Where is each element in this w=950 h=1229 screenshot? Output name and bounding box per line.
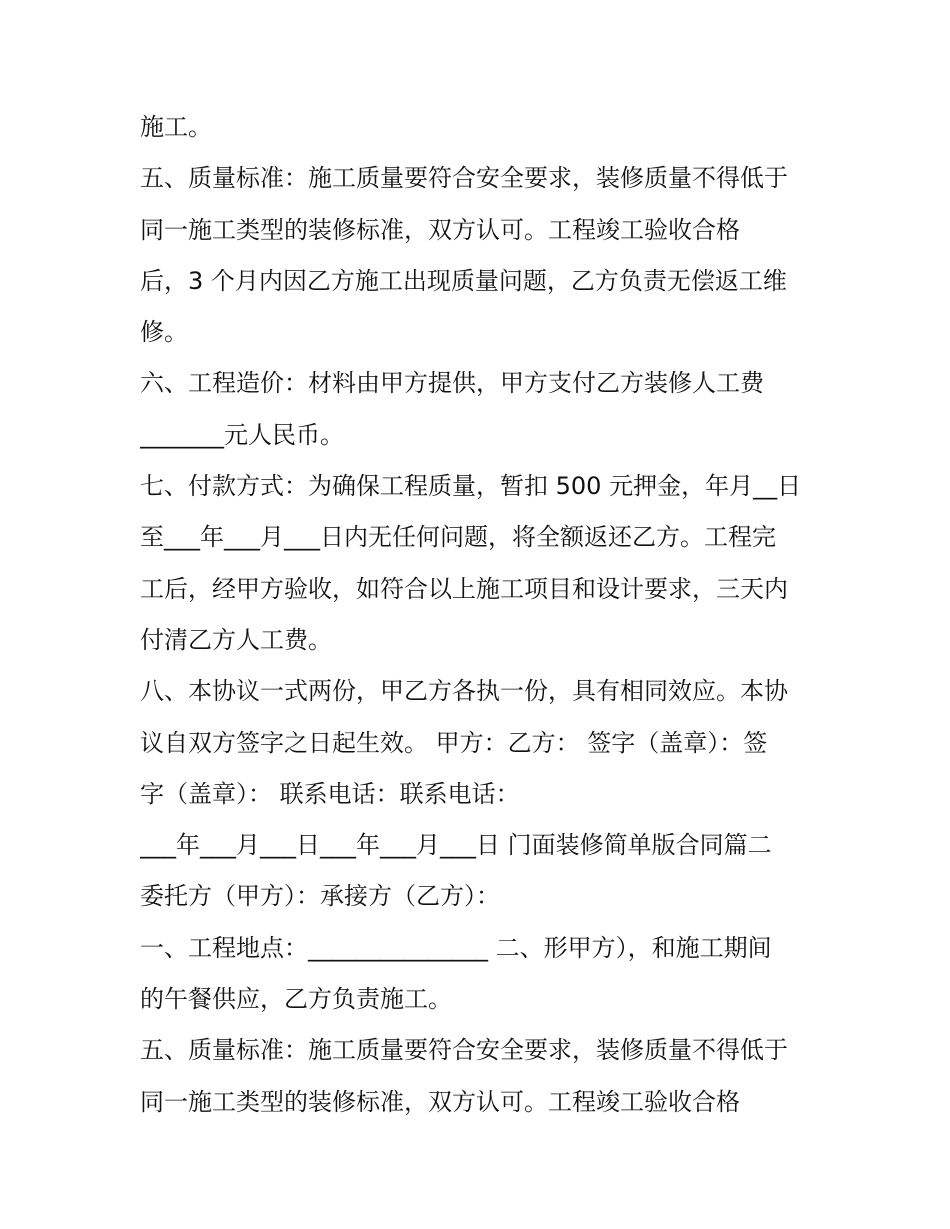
text-line: 委托方（甲方）：承接方（乙方）：	[140, 882, 500, 911]
text-line: 同一施工类型的装修标准，双方认可。工程竣工验收合格	[140, 1087, 740, 1116]
text-line: 一、工程地点：_______________ 二、形甲方），和施工期间	[140, 933, 772, 962]
text-line: 七、付款方式：为确保工程质量，暂扣 500 元押金，年月__日	[140, 472, 802, 501]
text-line: 至___年___月___日内无任何问题，将全额返还乙方。工程完	[140, 523, 776, 552]
text-line: 五、质量标准：施工质量要符合安全要求，装修质量不得低于	[140, 1036, 788, 1065]
text-line: 五、质量标准：施工质量要符合安全要求，装修质量不得低于	[140, 164, 788, 193]
text-line: 工后，经甲方验收，如符合以上施工项目和设计要求，三天内	[140, 574, 788, 603]
text-line: 付清乙方人工费。	[140, 625, 332, 654]
text-line: 后，3 个月内因乙方施工出现质量问题，乙方负责无偿返工维	[140, 266, 787, 295]
text-line: 施工。	[140, 113, 212, 141]
contract-body-text	[140, 102, 840, 1128]
text-line: 六、工程造价：材料由甲方提供，甲方支付乙方装修人工费	[140, 369, 764, 398]
text-line: 字（盖章）： 联系电话：联系电话：	[140, 779, 520, 808]
text-line: 八、本协议一式两份，甲乙方各执一份，具有相同效应。本协	[140, 677, 788, 706]
text-line: 同一施工类型的装修标准，双方认可。工程竣工验收合格	[140, 215, 740, 244]
text-line: ___年___月___日___年___月___日 门面装修简单版合同篇二	[140, 831, 772, 860]
text-line: _______元人民币。	[140, 420, 344, 449]
text-line: 的午餐供应，乙方负责施工。	[140, 985, 452, 1014]
text-line: 修。	[140, 318, 188, 347]
text-line: 议自双方签字之日起生效。 甲方：乙方： 签字（盖章）：签	[140, 728, 768, 757]
